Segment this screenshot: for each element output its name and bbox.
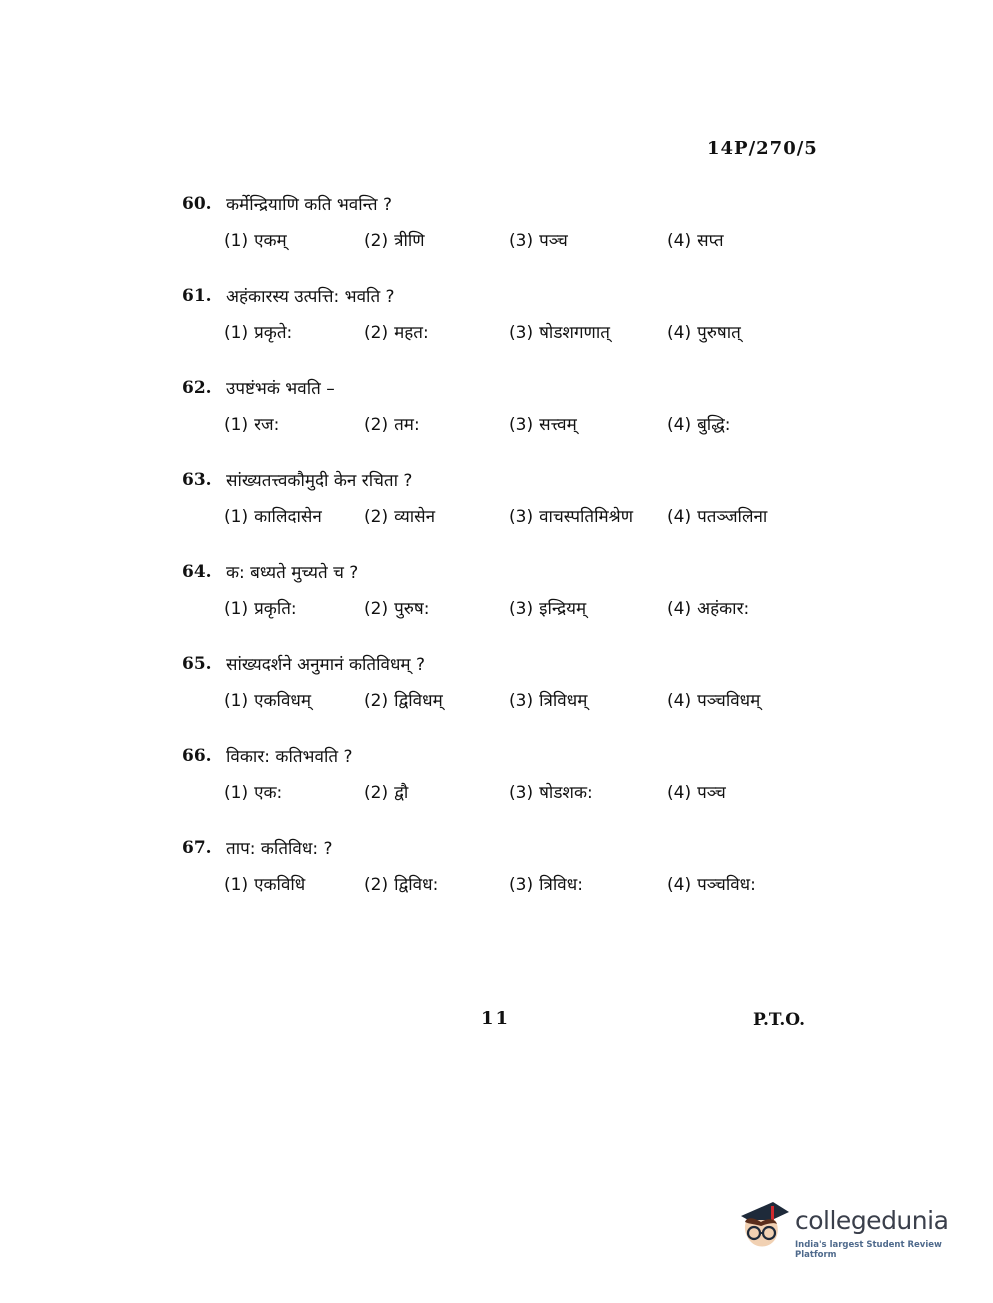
option-2: [364, 320, 429, 343]
option-number: (4): [667, 599, 692, 619]
option-text: महत:: [394, 323, 429, 343]
option-number: (2): [364, 691, 389, 711]
question-text: कर्मेन्द्रियाणि कति भवन्ति ?: [226, 195, 392, 215]
option-text: सप्त: [697, 231, 724, 251]
option-text: षोडशक:: [539, 783, 593, 803]
option-4: [667, 596, 749, 619]
option-text: द्वौ: [394, 783, 409, 803]
question-number: 64.: [182, 562, 212, 582]
option-text: पञ्च: [697, 783, 726, 803]
question-text: सांख्यदर्शने अनुमानं कतिविधम् ?: [226, 655, 426, 675]
option-text: षोडशगणात्: [539, 323, 610, 343]
question-item: [182, 194, 802, 264]
option-2: [364, 412, 420, 435]
question-text: क: बध्यते मुच्यते च ?: [226, 563, 359, 583]
option-text: एकविधि: [254, 875, 306, 895]
question-number: 63.: [182, 470, 212, 490]
student-mascot-icon: [733, 1196, 791, 1254]
option-number: (4): [667, 875, 692, 895]
option-1: [224, 596, 297, 619]
question-number: 60.: [182, 194, 212, 214]
option-3: [509, 780, 593, 803]
option-1: [224, 504, 322, 527]
option-number: (1): [224, 231, 249, 251]
option-number: (2): [364, 415, 389, 435]
option-1: [224, 688, 311, 711]
option-text: अहंकार:: [697, 599, 750, 619]
question-number: 67.: [182, 838, 212, 858]
pto-label: P.T.O.: [753, 1010, 805, 1030]
question-text: विकार: कतिभवति ?: [226, 747, 353, 767]
collegedunia-logo: [733, 1196, 963, 1260]
question-item: [182, 470, 802, 540]
option-2: [364, 228, 425, 251]
option-text: एकविधम्: [254, 691, 312, 711]
option-number: (2): [364, 323, 389, 343]
option-number: (4): [667, 507, 692, 527]
question-item: [182, 838, 802, 908]
option-text: द्विविध:: [394, 875, 439, 895]
option-text: तम:: [394, 415, 420, 435]
option-3: [509, 320, 610, 343]
option-text: व्यासेन: [394, 507, 436, 527]
option-number: (3): [509, 599, 534, 619]
option-text: पुरुष:: [394, 599, 430, 619]
option-text: कालिदासेन: [254, 507, 322, 527]
option-text: बुद्धि:: [697, 415, 731, 435]
option-number: (2): [364, 507, 389, 527]
option-text: एकम्: [254, 231, 287, 251]
option-text: पञ्च: [539, 231, 568, 251]
question-text: उपष्टंभकं भवति –: [226, 379, 335, 399]
question-number: 61.: [182, 286, 212, 306]
option-number: (4): [667, 691, 692, 711]
option-4: [667, 688, 760, 711]
option-number: (2): [364, 599, 389, 619]
option-number: (1): [224, 783, 249, 803]
question-item: [182, 562, 802, 632]
option-3: [509, 872, 583, 895]
option-4: [667, 872, 756, 895]
option-1: [224, 320, 292, 343]
option-text: एक:: [254, 783, 283, 803]
question-number: 62.: [182, 378, 212, 398]
option-4: [667, 320, 741, 343]
option-4: [667, 780, 726, 803]
option-number: (1): [224, 599, 249, 619]
option-text: सत्त्वम्: [539, 415, 577, 435]
option-2: [364, 504, 435, 527]
page-number: 11: [481, 1008, 511, 1029]
question-item: [182, 286, 802, 356]
option-text: पञ्चविध:: [697, 875, 756, 895]
option-3: [509, 228, 568, 251]
option-1: [224, 872, 305, 895]
question-item: [182, 746, 802, 816]
option-number: (3): [509, 507, 534, 527]
option-2: [364, 780, 408, 803]
option-text: इन्द्रियम्: [539, 599, 587, 619]
option-3: [509, 412, 577, 435]
option-number: (1): [224, 415, 249, 435]
option-text: त्रीणि: [394, 231, 425, 251]
option-2: [364, 596, 429, 619]
option-number: (4): [667, 323, 692, 343]
question-text: अहंकारस्य उत्पत्ति: भवति ?: [226, 287, 395, 307]
option-text: रज:: [254, 415, 280, 435]
option-text: त्रिविधम्: [539, 691, 588, 711]
option-text: वाचस्पतिमिश्रेण: [539, 507, 634, 527]
option-number: (1): [224, 323, 249, 343]
option-4: [667, 412, 731, 435]
option-1: [224, 412, 279, 435]
option-number: (4): [667, 231, 692, 251]
option-1: [224, 228, 287, 251]
brand-tagline: India's largest Student Review Platform: [795, 1240, 942, 1260]
paper-code: 14P/270/5: [707, 138, 818, 159]
option-number: (2): [364, 231, 389, 251]
option-number: (3): [509, 875, 534, 895]
question-item: [182, 378, 802, 448]
option-number: (3): [509, 691, 534, 711]
brand-name: collegedunia: [795, 1206, 949, 1235]
question-item: [182, 654, 802, 724]
option-text: त्रिविध:: [539, 875, 583, 895]
option-number: (1): [224, 691, 249, 711]
option-number: (2): [364, 875, 389, 895]
option-text: प्रकृति:: [254, 599, 297, 619]
option-number: (3): [509, 415, 534, 435]
option-1: [224, 780, 282, 803]
option-number: (3): [509, 231, 534, 251]
question-number: 65.: [182, 654, 212, 674]
option-4: [667, 504, 767, 527]
option-text: पञ्चविधम्: [697, 691, 761, 711]
option-text: पुरुषात्: [697, 323, 741, 343]
option-number: (1): [224, 875, 249, 895]
option-3: [509, 596, 586, 619]
question-number: 66.: [182, 746, 212, 766]
option-3: [509, 688, 587, 711]
option-2: [364, 688, 443, 711]
option-number: (3): [509, 783, 534, 803]
option-number: (3): [509, 323, 534, 343]
option-number: (4): [667, 415, 692, 435]
option-number: (2): [364, 783, 389, 803]
option-number: (1): [224, 507, 249, 527]
question-text: सांख्यतत्त्वकौमुदी केन रचिता ?: [226, 471, 413, 491]
option-2: [364, 872, 438, 895]
option-3: [509, 504, 633, 527]
option-text: प्रकृते:: [254, 323, 293, 343]
option-text: द्विविधम्: [394, 691, 443, 711]
option-number: (4): [667, 783, 692, 803]
question-text: ताप: कतिविध: ?: [226, 839, 333, 859]
option-4: [667, 228, 724, 251]
option-text: पतञ्जलिना: [697, 507, 768, 527]
